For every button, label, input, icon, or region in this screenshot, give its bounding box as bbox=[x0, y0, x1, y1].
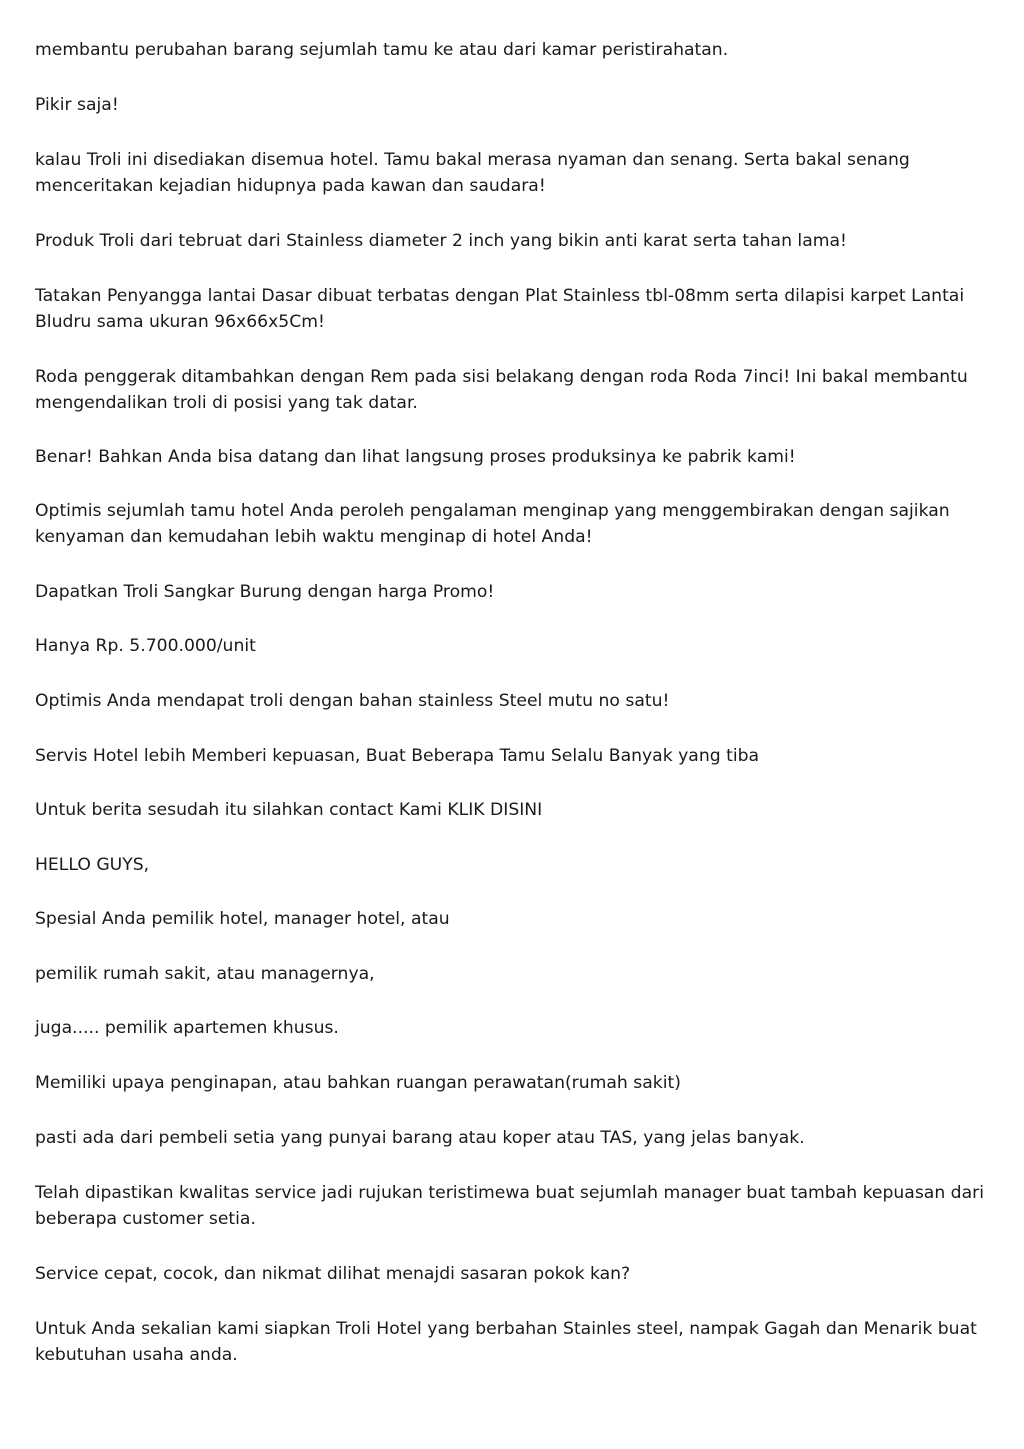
paragraph-1: membantu perubahan barang sejumlah tamu ke atau dari kamar peristirahatan. bbox=[35, 40, 729, 60]
paragraph-19: pasti ada dari pembeli setia yang punyai barang atau koper atau TAS, yang jelas banyak. bbox=[35, 1128, 805, 1148]
paragraph-10: Hanya Rp. 5.700.000/unit bbox=[35, 636, 256, 656]
paragraph-18: Memiliki upaya penginapan, atau bahkan ruangan perawatan(rumah sakit) bbox=[35, 1073, 681, 1093]
paragraph-3: kalau Troli ini disediakan disemua hotel. Tamu bakal merasa nyaman dan senang. Serta bakal senang menceritakan kejadian hidupnya pada kawan dan saudara! bbox=[35, 150, 910, 196]
paragraph-22: Untuk Anda sekalian kami siapkan Troli Hotel yang berbahan Stainles steel, nampak Gagah dan Menarik buat kebutuhan usaha anda. bbox=[35, 1319, 977, 1365]
paragraph-8: Optimis sejumlah tamu hotel Anda peroleh pengalaman menginap yang menggembirakan dengan sajikan kenyaman dan kemudahan lebih waktu menginap di hotel Anda! bbox=[35, 501, 950, 547]
paragraph-13: Untuk berita sesudah itu silahkan contact Kami KLIK DISINI bbox=[35, 800, 543, 820]
paragraph-2: Pikir saja! bbox=[35, 95, 119, 115]
paragraph-7: Benar! Bahkan Anda bisa datang dan lihat langsung proses produksinya ke pabrik kami! bbox=[35, 447, 796, 467]
paragraph-15: Spesial Anda pemilik hotel, manager hotel, atau bbox=[35, 909, 450, 929]
paragraph-14: HELLO GUYS, bbox=[35, 855, 150, 875]
paragraph-4: Produk Troli dari tebruat dari Stainless diameter 2 inch yang bikin anti karat serta tahan lama! bbox=[35, 231, 847, 251]
paragraph-20: Telah dipastikan kwalitas service jadi rujukan teristimewa buat sejumlah manager buat tambah kepuasan dari beberapa customer setia. bbox=[35, 1183, 984, 1229]
paragraph-12: Servis Hotel lebih Memberi kepuasan, Buat Beberapa Tamu Selalu Banyak yang tiba bbox=[35, 746, 760, 766]
paragraph-5: Tatakan Penyangga lantai Dasar dibuat terbatas dengan Plat Stainless tbl-08mm serta dilapisi karpet Lantai Bludru sama ukuran 96x66x5Cm! bbox=[35, 286, 965, 332]
paragraph-9: Dapatkan Troli Sangkar Burung dengan harga Promo! bbox=[35, 582, 495, 602]
paragraph-17: juga..... pemilik apartemen khusus. bbox=[35, 1018, 339, 1038]
paragraph-11: Optimis Anda mendapat troli dengan bahan stainless Steel mutu no satu! bbox=[35, 691, 670, 711]
paragraph-16: pemilik rumah sakit, atau managernya, bbox=[35, 964, 375, 984]
paragraph-6: Roda penggerak ditambahkan dengan Rem pada sisi belakang dengan roda Roda 7inci! Ini bakal membantu mengendalikan troli di posisi yang tak datar. bbox=[35, 367, 968, 413]
paragraph-21: Service cepat, cocok, dan nikmat dilihat menajdi sasaran pokok kan? bbox=[35, 1264, 631, 1284]
